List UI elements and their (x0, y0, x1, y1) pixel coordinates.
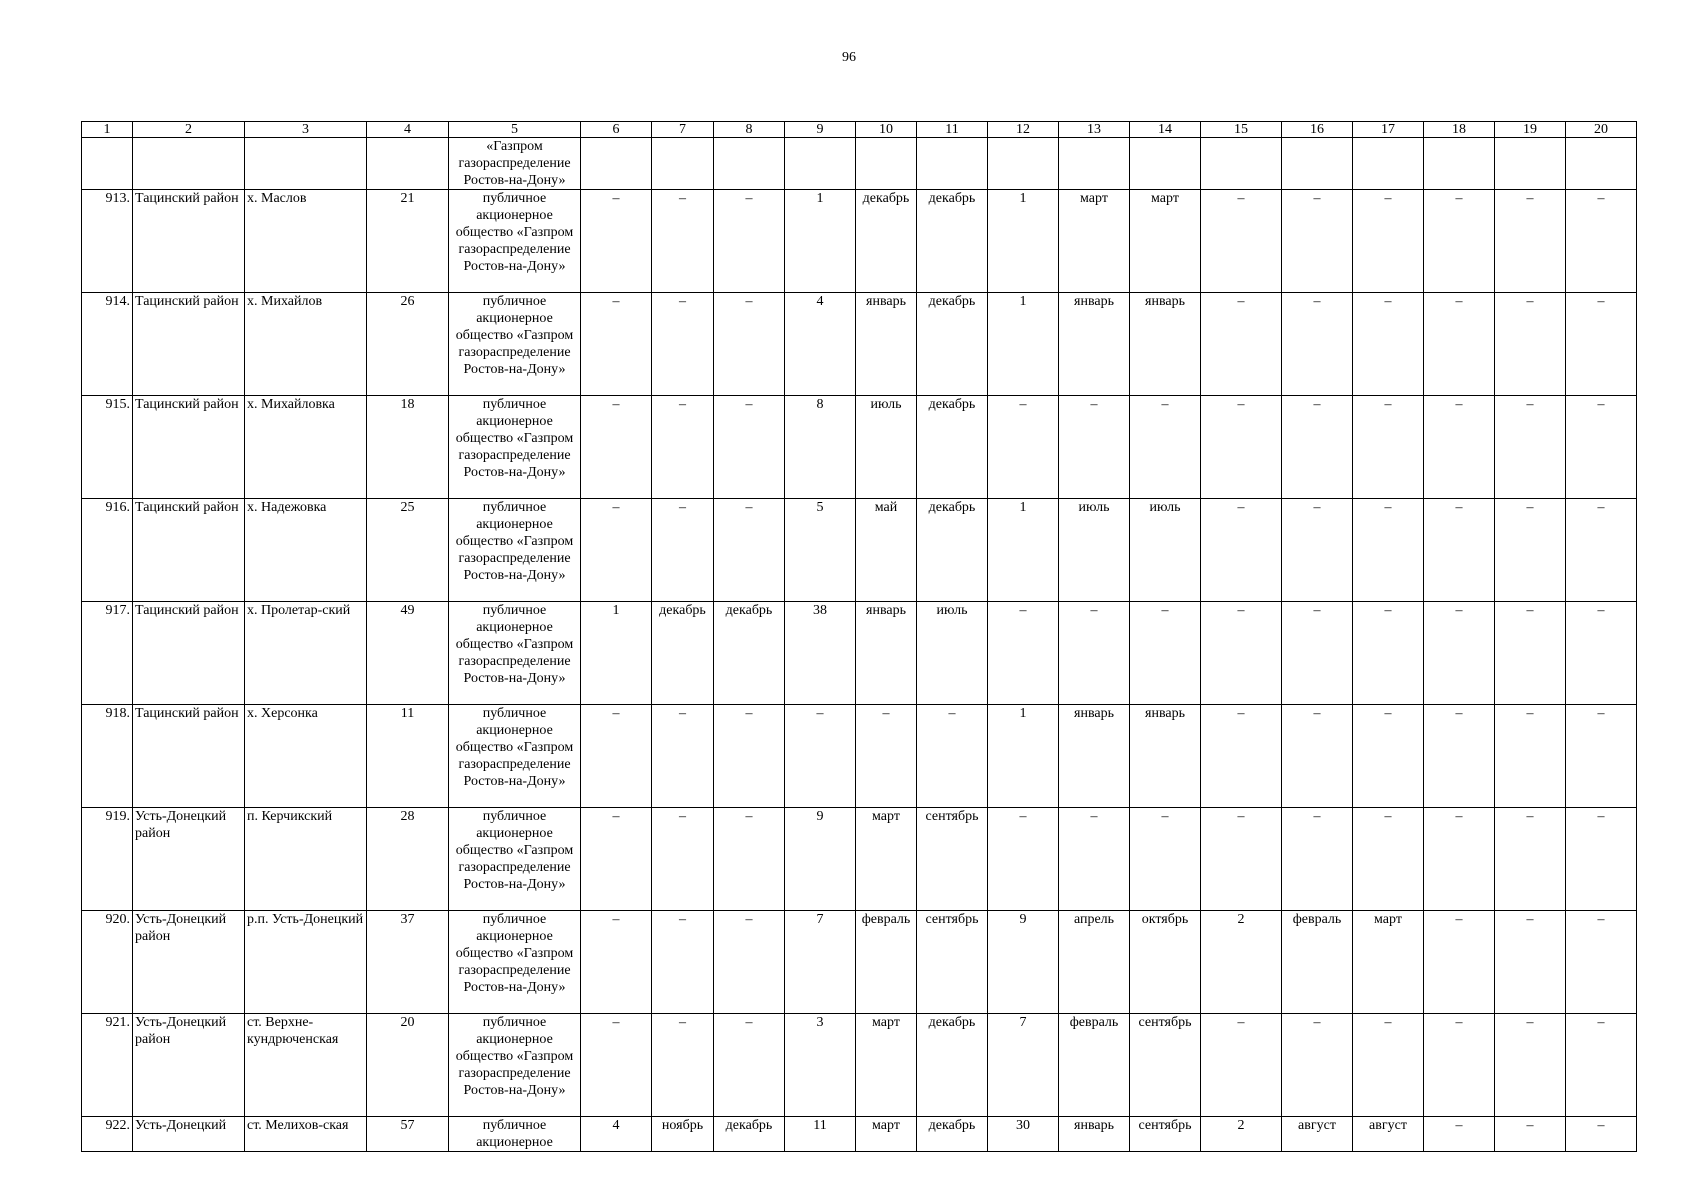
cell-col-17: – (1353, 499, 1424, 602)
cell-col-2: Тацинский район (133, 396, 245, 499)
cell-col-15: – (1201, 1014, 1282, 1117)
cell-col-17 (1353, 138, 1424, 190)
cell-col-1: 917. (82, 602, 133, 705)
cell-col-12: 1 (988, 499, 1059, 602)
cell-col-4: 37 (367, 911, 449, 1014)
cell-col-6: – (581, 190, 652, 293)
cell-col-20: – (1566, 911, 1637, 1014)
cell-col-3: х. Михайлов (245, 293, 367, 396)
cell-col-9: 1 (785, 190, 856, 293)
cell-col-14: октябрь (1130, 911, 1201, 1014)
cell-col-6: 1 (581, 602, 652, 705)
cell-col-6 (581, 138, 652, 190)
column-header: 12 (988, 122, 1059, 138)
cell-col-5: публичное акционерное общество «Газпром газораспределение Ростов-на-Дону» (449, 190, 581, 293)
cell-col-3: х. Пролетар-ский (245, 602, 367, 705)
cell-col-3: р.п. Усть-Донецкий (245, 911, 367, 1014)
cell-col-10: март (856, 1014, 917, 1117)
cell-col-6: – (581, 705, 652, 808)
cell-col-19: – (1495, 293, 1566, 396)
cell-col-4: 18 (367, 396, 449, 499)
cell-col-11: сентябрь (917, 808, 988, 911)
cell-col-4: 11 (367, 705, 449, 808)
table-row (82, 499, 1637, 602)
cell-col-13: февраль (1059, 1014, 1130, 1117)
cell-col-12: 1 (988, 190, 1059, 293)
cell-col-14: июль (1130, 499, 1201, 602)
cell-col-3: х. Маслов (245, 190, 367, 293)
cell-col-15: – (1201, 293, 1282, 396)
table-row (82, 911, 1637, 1014)
cell-col-13: апрель (1059, 911, 1130, 1014)
cell-col-1: 915. (82, 396, 133, 499)
column-header: 8 (714, 122, 785, 138)
cell-col-16 (1282, 138, 1353, 190)
cell-col-7: ноябрь (652, 1117, 714, 1152)
cell-col-17: – (1353, 190, 1424, 293)
column-header: 9 (785, 122, 856, 138)
cell-col-1: 914. (82, 293, 133, 396)
column-header: 14 (1130, 122, 1201, 138)
cell-col-13: январь (1059, 1117, 1130, 1152)
cell-col-18: – (1424, 1117, 1495, 1152)
cell-col-6: – (581, 293, 652, 396)
cell-col-19: – (1495, 808, 1566, 911)
cell-col-20: – (1566, 190, 1637, 293)
cell-col-12: – (988, 396, 1059, 499)
gasification-table (81, 121, 1637, 1152)
cell-col-18 (1424, 138, 1495, 190)
cell-col-10: май (856, 499, 917, 602)
column-header: 11 (917, 122, 988, 138)
cell-col-6: – (581, 808, 652, 911)
cell-col-16: – (1282, 293, 1353, 396)
cell-col-7: – (652, 1014, 714, 1117)
cell-col-20: – (1566, 705, 1637, 808)
cell-col-10: декабрь (856, 190, 917, 293)
cell-col-8: – (714, 705, 785, 808)
cell-col-18: – (1424, 602, 1495, 705)
cell-col-16: – (1282, 499, 1353, 602)
cell-col-1: 918. (82, 705, 133, 808)
page-number: 96 (842, 50, 856, 65)
cell-col-10: июль (856, 396, 917, 499)
cell-col-19: – (1495, 190, 1566, 293)
cell-col-7: – (652, 396, 714, 499)
cell-col-19: – (1495, 499, 1566, 602)
cell-col-19: – (1495, 396, 1566, 499)
cell-col-3: х. Надежовка (245, 499, 367, 602)
cell-col-5: публичное акционерное общество «Газпром газораспределение Ростов-на-Дону» (449, 602, 581, 705)
cell-col-15: – (1201, 396, 1282, 499)
cell-col-15: – (1201, 190, 1282, 293)
cell-col-5: публичное акционерное общество «Газпром газораспределение Ростов-на-Дону» (449, 911, 581, 1014)
column-header: 16 (1282, 122, 1353, 138)
cell-col-18: – (1424, 293, 1495, 396)
cell-col-5: публичное акционерное (449, 1117, 581, 1152)
continuation-row (82, 138, 1637, 190)
cell-col-13: – (1059, 808, 1130, 911)
cell-col-2: Усть-Донецкий район (133, 911, 245, 1014)
cell-col-11: декабрь (917, 1117, 988, 1152)
table-row (82, 293, 1637, 396)
cell-col-17: – (1353, 1014, 1424, 1117)
column-header: 1 (82, 122, 133, 138)
column-header: 18 (1424, 122, 1495, 138)
cell-col-15: 2 (1201, 911, 1282, 1014)
cell-col-19: – (1495, 705, 1566, 808)
column-header: 4 (367, 122, 449, 138)
column-header: 5 (449, 122, 581, 138)
table-row (82, 190, 1637, 293)
cell-col-5: публичное акционерное общество «Газпром газораспределение Ростов-на-Дону» (449, 808, 581, 911)
column-header: 10 (856, 122, 917, 138)
column-header: 2 (133, 122, 245, 138)
cell-col-2: Тацинский район (133, 499, 245, 602)
cell-col-3: х. Михайловка (245, 396, 367, 499)
column-header: 15 (1201, 122, 1282, 138)
cell-col-11: сентябрь (917, 911, 988, 1014)
cell-col-16: август (1282, 1117, 1353, 1152)
cell-col-12: 1 (988, 705, 1059, 808)
cell-col-8: – (714, 396, 785, 499)
cell-col-10: январь (856, 293, 917, 396)
cell-col-16: – (1282, 705, 1353, 808)
cell-col-20: – (1566, 1014, 1637, 1117)
cell-col-14: январь (1130, 293, 1201, 396)
cell-col-2: Усть-Донецкий район (133, 808, 245, 911)
cell-col-6: – (581, 396, 652, 499)
cell-col-1: 921. (82, 1014, 133, 1117)
cell-col-3 (245, 138, 367, 190)
cell-col-14: январь (1130, 705, 1201, 808)
cell-col-7: – (652, 293, 714, 396)
cell-col-14: март (1130, 190, 1201, 293)
cell-col-11: декабрь (917, 499, 988, 602)
cell-col-5: публичное акционерное общество «Газпром газораспределение Ростов-на-Дону» (449, 705, 581, 808)
cell-col-14: – (1130, 602, 1201, 705)
cell-col-12 (988, 138, 1059, 190)
cell-col-2: Тацинский район (133, 602, 245, 705)
cell-col-6: – (581, 1014, 652, 1117)
cell-col-2: Усть-Донецкий район (133, 1014, 245, 1117)
cell-col-11: июль (917, 602, 988, 705)
cell-col-10: – (856, 705, 917, 808)
cell-col-13: – (1059, 396, 1130, 499)
cell-col-17: – (1353, 396, 1424, 499)
column-header: 7 (652, 122, 714, 138)
cell-col-18: – (1424, 190, 1495, 293)
cell-col-17: август (1353, 1117, 1424, 1152)
cell-col-16: – (1282, 602, 1353, 705)
cell-col-3: х. Херсонка (245, 705, 367, 808)
cell-col-4: 25 (367, 499, 449, 602)
cell-col-11 (917, 138, 988, 190)
cell-col-18: – (1424, 1014, 1495, 1117)
cell-col-16: – (1282, 396, 1353, 499)
cell-col-12: 7 (988, 1014, 1059, 1117)
cell-col-12: – (988, 602, 1059, 705)
cell-col-15: – (1201, 705, 1282, 808)
cell-col-10: февраль (856, 911, 917, 1014)
cell-col-20: – (1566, 1117, 1637, 1152)
cell-col-14: сентябрь (1130, 1014, 1201, 1117)
cell-col-9: 38 (785, 602, 856, 705)
cell-col-10 (856, 138, 917, 190)
header-row (82, 122, 1637, 138)
table-row (82, 602, 1637, 705)
column-header: 13 (1059, 122, 1130, 138)
cell-col-8: – (714, 499, 785, 602)
cell-col-20: – (1566, 602, 1637, 705)
cell-col-12: 30 (988, 1117, 1059, 1152)
cell-col-3: п. Керчикский (245, 808, 367, 911)
cell-col-1: 919. (82, 808, 133, 911)
cell-col-9: 4 (785, 293, 856, 396)
cell-col-19: – (1495, 1117, 1566, 1152)
cell-col-19: – (1495, 1014, 1566, 1117)
column-header: 3 (245, 122, 367, 138)
cell-col-7: – (652, 911, 714, 1014)
cell-col-1: 913. (82, 190, 133, 293)
cell-col-2 (133, 138, 245, 190)
cell-col-14 (1130, 138, 1201, 190)
cell-col-9 (785, 138, 856, 190)
cell-col-1: 922. (82, 1117, 133, 1152)
cell-col-5: публичное акционерное общество «Газпром газораспределение Ростов-на-Дону» (449, 499, 581, 602)
cell-col-19: – (1495, 602, 1566, 705)
cell-col-4 (367, 138, 449, 190)
cell-col-8 (714, 138, 785, 190)
cell-col-20: – (1566, 396, 1637, 499)
cell-col-20: – (1566, 808, 1637, 911)
cell-col-4: 57 (367, 1117, 449, 1152)
cell-col-9: 11 (785, 1117, 856, 1152)
cell-col-2: Усть-Донецкий (133, 1117, 245, 1152)
cell-col-9: 3 (785, 1014, 856, 1117)
column-header: 20 (1566, 122, 1637, 138)
cell-col-2: Тацинский район (133, 293, 245, 396)
cell-col-8: – (714, 808, 785, 911)
cell-col-10: март (856, 1117, 917, 1152)
cell-col-19: – (1495, 911, 1566, 1014)
cell-col-16: – (1282, 190, 1353, 293)
cell-col-11: – (917, 705, 988, 808)
cell-col-2: Тацинский район (133, 190, 245, 293)
cell-col-7: – (652, 808, 714, 911)
cell-col-8: – (714, 190, 785, 293)
cell-col-14: – (1130, 808, 1201, 911)
cell-col-13: – (1059, 602, 1130, 705)
cell-col-15: – (1201, 499, 1282, 602)
cell-col-12: 9 (988, 911, 1059, 1014)
cell-col-13: январь (1059, 705, 1130, 808)
cell-col-20: – (1566, 499, 1637, 602)
column-header: 19 (1495, 122, 1566, 138)
column-header: 17 (1353, 122, 1424, 138)
cell-col-15: – (1201, 602, 1282, 705)
cell-col-7: – (652, 499, 714, 602)
cell-col-13: январь (1059, 293, 1130, 396)
cell-col-13: март (1059, 190, 1130, 293)
cell-col-14: сентябрь (1130, 1117, 1201, 1152)
cell-col-11: декабрь (917, 1014, 988, 1117)
cell-col-18: – (1424, 396, 1495, 499)
column-header: 6 (581, 122, 652, 138)
cell-col-4: 21 (367, 190, 449, 293)
cell-col-5: публичное акционерное общество «Газпром газораспределение Ростов-на-Дону» (449, 1014, 581, 1117)
cell-col-11: декабрь (917, 190, 988, 293)
cell-col-8: – (714, 1014, 785, 1117)
cell-col-9: 7 (785, 911, 856, 1014)
cell-col-7: – (652, 705, 714, 808)
cell-col-1: 916. (82, 499, 133, 602)
cell-col-10: январь (856, 602, 917, 705)
cell-col-14: – (1130, 396, 1201, 499)
cell-col-13: июль (1059, 499, 1130, 602)
cell-col-4: 49 (367, 602, 449, 705)
cell-col-17: – (1353, 808, 1424, 911)
cell-col-5: публичное акционерное общество «Газпром газораспределение Ростов-на-Дону» (449, 293, 581, 396)
cell-col-18: – (1424, 705, 1495, 808)
cell-col-12: – (988, 808, 1059, 911)
cell-col-7: – (652, 190, 714, 293)
cell-col-15: 2 (1201, 1117, 1282, 1152)
cell-col-8: декабрь (714, 602, 785, 705)
cell-col-17: – (1353, 293, 1424, 396)
cell-col-9: 9 (785, 808, 856, 911)
cell-col-8: декабрь (714, 1117, 785, 1152)
cell-col-8: – (714, 293, 785, 396)
cell-col-10: март (856, 808, 917, 911)
cell-col-15 (1201, 138, 1282, 190)
cell-col-4: 26 (367, 293, 449, 396)
table-row (82, 1117, 1637, 1152)
cell-col-1: 920. (82, 911, 133, 1014)
cell-col-15: – (1201, 808, 1282, 911)
cell-col-16: – (1282, 1014, 1353, 1117)
cell-col-12: 1 (988, 293, 1059, 396)
cell-col-17: – (1353, 602, 1424, 705)
table-row (82, 705, 1637, 808)
cell-col-11: декабрь (917, 293, 988, 396)
cell-col-17: март (1353, 911, 1424, 1014)
cell-col-4: 28 (367, 808, 449, 911)
cell-col-16: февраль (1282, 911, 1353, 1014)
cell-col-5: «Газпром газораспределение Ростов-на-Дону» (449, 138, 581, 190)
cell-col-7 (652, 138, 714, 190)
cell-col-13 (1059, 138, 1130, 190)
cell-col-6: – (581, 911, 652, 1014)
table-row (82, 396, 1637, 499)
cell-col-9: 8 (785, 396, 856, 499)
cell-col-3: ст. Мелихов-ская (245, 1117, 367, 1152)
table-row (82, 808, 1637, 911)
cell-col-2: Тацинский район (133, 705, 245, 808)
cell-col-18: – (1424, 499, 1495, 602)
cell-col-17: – (1353, 705, 1424, 808)
cell-col-4: 20 (367, 1014, 449, 1117)
cell-col-8: – (714, 911, 785, 1014)
cell-col-18: – (1424, 808, 1495, 911)
cell-col-1 (82, 138, 133, 190)
cell-col-6: – (581, 499, 652, 602)
cell-col-7: декабрь (652, 602, 714, 705)
cell-col-9: – (785, 705, 856, 808)
cell-col-20: – (1566, 293, 1637, 396)
cell-col-5: публичное акционерное общество «Газпром газораспределение Ростов-на-Дону» (449, 396, 581, 499)
cell-col-11: декабрь (917, 396, 988, 499)
cell-col-19 (1495, 138, 1566, 190)
cell-col-9: 5 (785, 499, 856, 602)
cell-col-20 (1566, 138, 1637, 190)
cell-col-16: – (1282, 808, 1353, 911)
table-row (82, 1014, 1637, 1117)
cell-col-6: 4 (581, 1117, 652, 1152)
cell-col-3: ст. Верхне-кундрюченская (245, 1014, 367, 1117)
cell-col-18: – (1424, 911, 1495, 1014)
